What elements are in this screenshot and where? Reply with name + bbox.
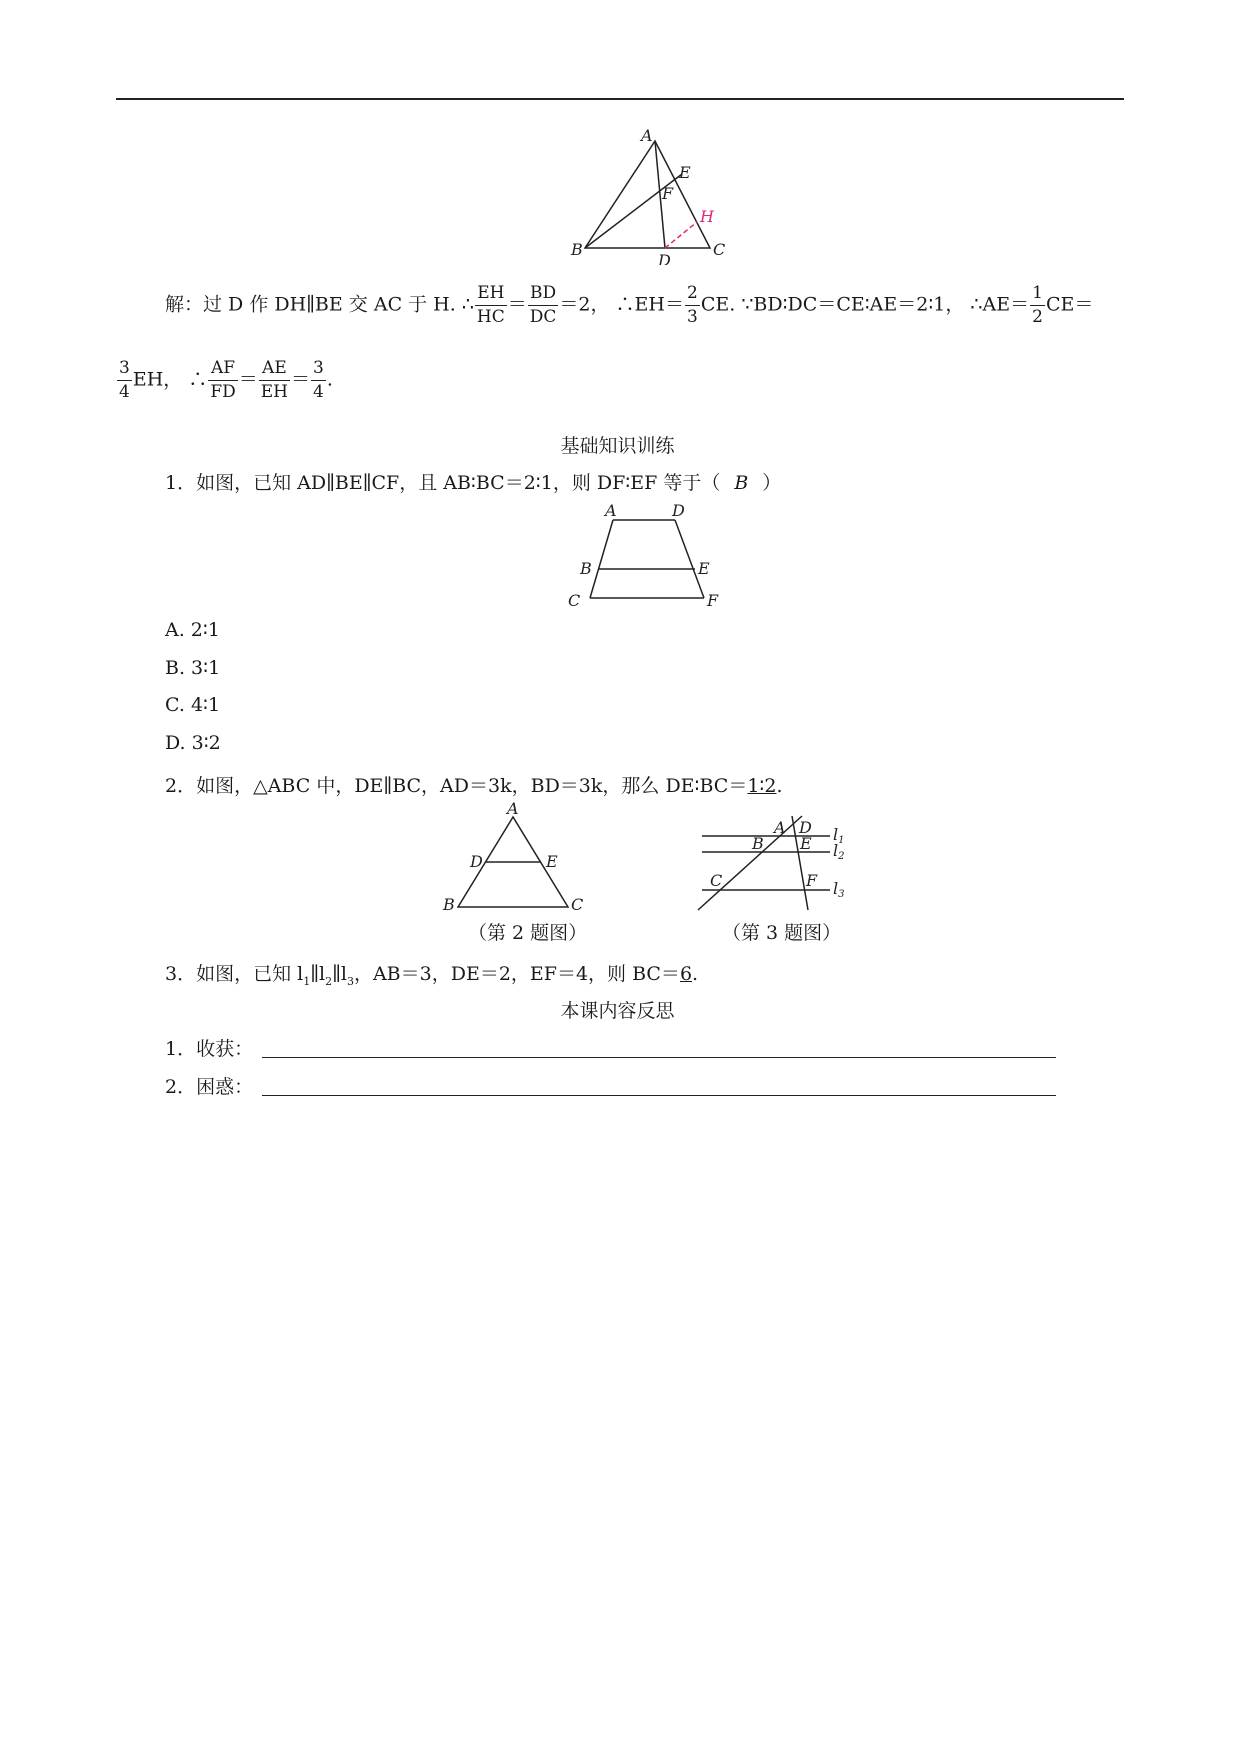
q1-label-a: A bbox=[605, 502, 617, 520]
caption-fig-2: （第 2 题图） bbox=[468, 922, 588, 944]
label-h: H bbox=[700, 207, 714, 226]
q2-label-a: A bbox=[507, 802, 519, 818]
label-f: F bbox=[662, 184, 674, 203]
reflect-gain-blank[interactable] bbox=[262, 1057, 1056, 1058]
section-title-basic: 基础知识训练 bbox=[560, 435, 675, 457]
reflect-confusion-label: 2．困惑： bbox=[165, 1076, 254, 1098]
option-c: C. 4∶1 bbox=[165, 694, 221, 716]
option-a: A. 2∶1 bbox=[165, 619, 220, 641]
q3-label-c: C bbox=[710, 871, 723, 890]
option-b: B. 3∶1 bbox=[165, 657, 221, 679]
figure-q2-triangle bbox=[438, 802, 598, 912]
q3-label-d: D bbox=[799, 818, 812, 837]
header-rule bbox=[116, 98, 1124, 100]
reflect-gain-label: 1．收获： bbox=[165, 1038, 254, 1060]
q2-label-b: B bbox=[443, 895, 455, 912]
fraction-ae-eh: $\frac{AE}{EH}$ bbox=[260, 358, 289, 402]
section-title-reflection: 本课内容反思 bbox=[560, 1000, 675, 1022]
fraction-3-4: $\frac{3}{4}$ bbox=[119, 358, 130, 402]
q1-answer: B bbox=[734, 472, 749, 494]
q3-label-a: A bbox=[774, 818, 786, 837]
q1-label-b: B bbox=[580, 559, 592, 578]
q3-label-f: F bbox=[806, 871, 818, 890]
fraction-bd-dc: $\frac{BD}{DC}$ bbox=[529, 283, 557, 327]
question-1: 1．如图，已知 AD∥BE∥CF，且 AB∶BC＝2∶1，则 DF∶EF 等于（ B ） bbox=[165, 472, 782, 494]
fraction-af-fd: $\frac{AF}{FD}$ bbox=[210, 358, 236, 402]
solution-line-2: $\frac{3}{4}$ EH， ∴ $\frac{AF}{FD}$ ＝ $\frac{AE}{EH}$ ＝ $\frac{3}{4}$ . bbox=[119, 358, 333, 402]
question-3: 3．如图，已知 $l_1\parallel l_2\parallel l_3$，AB＝3，DE＝2，EF＝4，则 BC＝6. bbox=[165, 963, 699, 988]
fraction-eh-hc: $\frac{EH}{HC}$ bbox=[476, 283, 505, 327]
fraction-1-2: $\frac{1}{2}$ bbox=[1032, 283, 1043, 327]
q3-label-e: E bbox=[800, 834, 812, 853]
q1-label-f: F bbox=[707, 591, 719, 610]
reflect-confusion-blank[interactable] bbox=[262, 1095, 1056, 1096]
figure-q3-parallel-lines bbox=[690, 808, 865, 914]
q1-label-d: D bbox=[672, 502, 685, 520]
figure-triangle-dh bbox=[555, 125, 730, 265]
label-d: D bbox=[658, 251, 671, 265]
option-d: D. 3∶2 bbox=[165, 732, 221, 754]
fraction-3-4-result: $\frac{3}{4}$ bbox=[313, 358, 324, 402]
q3-label-l1: l1 bbox=[833, 825, 845, 846]
q2-label-c: C bbox=[571, 895, 584, 912]
solution-prefix: 解：过 D 作 DH∥BE 交 AC 于 H. ∴ bbox=[165, 293, 474, 316]
label-e: E bbox=[679, 163, 691, 182]
figure-q1-trapezoid bbox=[560, 502, 730, 610]
q1-label-e: E bbox=[698, 559, 710, 578]
q2-answer: 1∶2 bbox=[747, 775, 777, 797]
q1-label-c: C bbox=[568, 591, 581, 610]
caption-fig-3: （第 3 题图） bbox=[722, 922, 842, 944]
label-c: C bbox=[713, 240, 726, 259]
q3-answer: 6 bbox=[679, 963, 693, 985]
solution-line-1: 解：过 D 作 DH∥BE 交 AC 于 H. ∴ $\frac{EH}{HC}$ ＝ $\frac{BD}{DC}$ ＝2， ∴EH＝ $\frac{2}{3}$ CE. ∵BD∶DC＝CE∶AE＝2∶1， ∴AE＝ $\frac{1}{2}$ CE＝ bbox=[165, 283, 1094, 327]
q2-label-d: D bbox=[470, 852, 483, 871]
label-b: B bbox=[571, 240, 583, 259]
q3-label-b: B bbox=[752, 834, 764, 853]
question-2: 2．如图，△ABC 中，DE∥BC，AD＝3k，BD＝3k，那么 DE∶BC＝1∶2. bbox=[165, 775, 783, 797]
label-a: A bbox=[641, 126, 653, 145]
q2-label-e: E bbox=[546, 852, 558, 871]
q3-label-l2: l2 bbox=[833, 841, 845, 862]
fraction-2-3: $\frac{2}{3}$ bbox=[687, 283, 698, 327]
q3-label-l3: l3 bbox=[833, 879, 845, 900]
